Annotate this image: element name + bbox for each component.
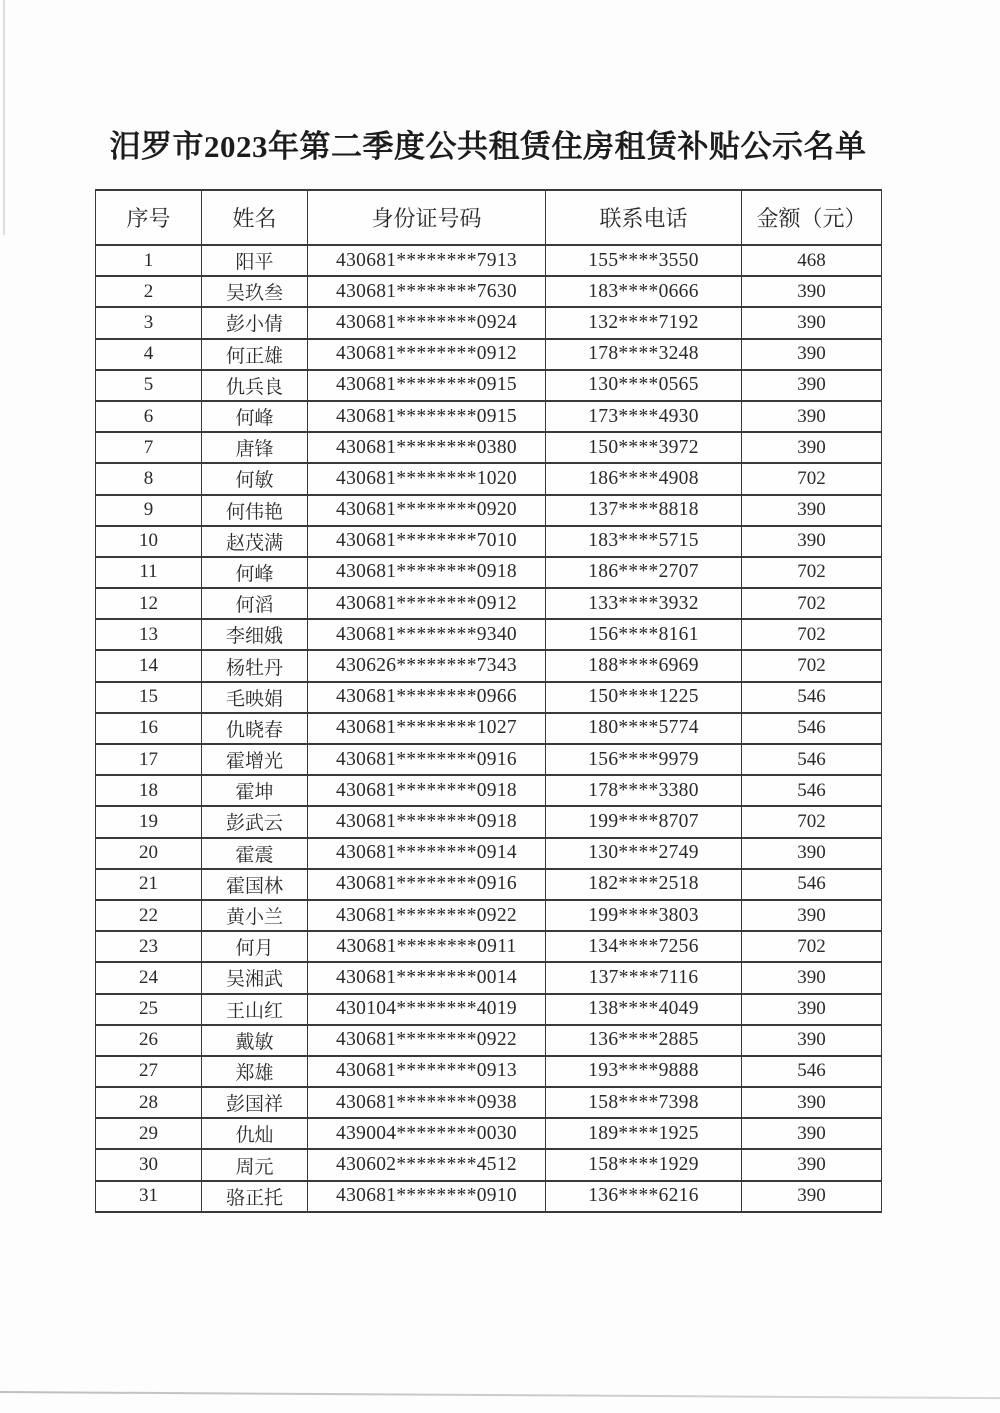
cell-index: 2 [96,276,202,307]
cell-index: 24 [96,962,202,993]
table-row [96,526,882,557]
cell-name: 何滔 [202,588,308,619]
cell-amount: 390 [742,307,882,338]
cell-name: 毛映娟 [202,682,308,713]
cell-phone: 193****9888 [546,1056,742,1087]
cell-phone: 199****3803 [546,900,742,931]
cell-phone: 180****5774 [546,713,742,744]
cell-index: 4 [96,339,202,370]
cell-name: 赵茂满 [202,526,308,557]
cell-name: 何敏 [202,463,308,494]
cell-name: 霍国林 [202,869,308,900]
cell-id-number: 430602********4512 [308,1149,546,1180]
header-name: 姓名 [202,190,308,245]
cell-amount: 546 [742,744,882,775]
cell-phone: 150****3972 [546,432,742,463]
cell-id-number: 430681********0918 [308,806,546,837]
table-row [96,1181,882,1212]
cell-phone: 156****9979 [546,744,742,775]
cell-id-number: 430681********0911 [308,931,546,962]
cell-index: 16 [96,713,202,744]
cell-amount: 702 [742,650,882,681]
cell-index: 8 [96,463,202,494]
cell-name: 郑雄 [202,1056,308,1087]
cell-phone: 183****0666 [546,276,742,307]
table-row [96,1056,882,1087]
cell-index: 20 [96,838,202,869]
cell-index: 11 [96,557,202,588]
table-row [96,432,882,463]
cell-phone: 133****3932 [546,588,742,619]
cell-id-number: 430681********1027 [308,713,546,744]
cell-id-number: 430681********0914 [308,838,546,869]
cell-id-number: 430681********0916 [308,744,546,775]
cell-id-number: 430681********0915 [308,370,546,401]
table-row [96,962,882,993]
cell-id-number: 439004********0030 [308,1118,546,1149]
cell-index: 1 [96,245,202,276]
cell-phone: 183****5715 [546,526,742,557]
table-row [96,245,882,276]
cell-phone: 138****4049 [546,994,742,1025]
cell-phone: 130****0565 [546,370,742,401]
cell-index: 14 [96,650,202,681]
header-amount: 金额（元） [742,190,882,245]
table-row [96,557,882,588]
table-row [96,931,882,962]
cell-phone: 158****7398 [546,1087,742,1118]
table-header-row [96,190,882,245]
cell-amount: 390 [742,401,882,432]
cell-index: 21 [96,869,202,900]
cell-index: 19 [96,806,202,837]
cell-name: 黄小兰 [202,900,308,931]
cell-name: 霍增光 [202,744,308,775]
table-row [96,713,882,744]
cell-name: 何月 [202,931,308,962]
table-row [96,650,882,681]
cell-amount: 546 [742,713,882,744]
cell-id-number: 430681********0913 [308,1056,546,1087]
cell-index: 12 [96,588,202,619]
header-phone: 联系电话 [546,190,742,245]
cell-amount: 390 [742,495,882,526]
cell-id-number: 430104********4019 [308,994,546,1025]
cell-amount: 390 [742,838,882,869]
cell-index: 5 [96,370,202,401]
cell-amount: 390 [742,1087,882,1118]
cell-id-number: 430681********1020 [308,463,546,494]
table-row [96,900,882,931]
cell-phone: 155****3550 [546,245,742,276]
table-row [96,869,882,900]
cell-phone: 134****7256 [546,931,742,962]
cell-index: 29 [96,1118,202,1149]
cell-phone: 178****3380 [546,775,742,806]
cell-id-number: 430681********0918 [308,557,546,588]
cell-name: 王山红 [202,994,308,1025]
cell-id-number: 430681********0966 [308,682,546,713]
cell-index: 18 [96,775,202,806]
cell-amount: 390 [742,900,882,931]
cell-id-number: 430681********0922 [308,1025,546,1056]
cell-amount: 390 [742,370,882,401]
cell-name: 彭武云 [202,806,308,837]
table-row [96,1149,882,1180]
cell-amount: 390 [742,994,882,1025]
cell-amount: 390 [742,339,882,370]
cell-id-number: 430681********0916 [308,869,546,900]
cell-phone: 188****6969 [546,650,742,681]
cell-amount: 702 [742,619,882,650]
table-row [96,401,882,432]
table-row [96,307,882,338]
cell-index: 28 [96,1087,202,1118]
cell-amount: 546 [742,682,882,713]
cell-name: 周元 [202,1149,308,1180]
cell-name: 何峰 [202,557,308,588]
cell-name: 仇兵良 [202,370,308,401]
cell-name: 何正雄 [202,339,308,370]
cell-phone: 158****1929 [546,1149,742,1180]
cell-index: 22 [96,900,202,931]
cell-name: 仇晓春 [202,713,308,744]
cell-id-number: 430681********7630 [308,276,546,307]
cell-name: 霍震 [202,838,308,869]
cell-index: 6 [96,401,202,432]
cell-phone: 156****8161 [546,619,742,650]
header-index: 序号 [96,190,202,245]
cell-phone: 150****1225 [546,682,742,713]
cell-amount: 390 [742,276,882,307]
cell-name: 骆正托 [202,1181,308,1212]
cell-amount: 702 [742,806,882,837]
cell-id-number: 430681********9340 [308,619,546,650]
cell-index: 25 [96,994,202,1025]
cell-phone: 199****8707 [546,806,742,837]
cell-amount: 546 [742,869,882,900]
table-row [96,682,882,713]
cell-name: 仇灿 [202,1118,308,1149]
table-row [96,1087,882,1118]
cell-phone: 189****1925 [546,1118,742,1149]
cell-phone: 136****2885 [546,1025,742,1056]
cell-id-number: 430681********0014 [308,962,546,993]
cell-id-number: 430681********0920 [308,495,546,526]
table-row [96,339,882,370]
cell-amount: 390 [742,1181,882,1212]
cell-amount: 546 [742,1056,882,1087]
table-row [96,1118,882,1149]
cell-phone: 182****2518 [546,869,742,900]
subsidy-roster-table [95,189,882,1213]
cell-name: 吴湘武 [202,962,308,993]
cell-name: 唐锋 [202,432,308,463]
table-row [96,495,882,526]
cell-index: 31 [96,1181,202,1212]
page-title: 汨罗市2023年第二季度公共租赁住房租赁补贴公示名单 [109,128,867,164]
cell-name: 何伟艳 [202,495,308,526]
table-row [96,1025,882,1056]
cell-id-number: 430681********0380 [308,432,546,463]
scan-edge-bottom-artifact [0,1391,1000,1399]
table-row [96,775,882,806]
header-id-number: 身份证号码 [308,190,546,245]
cell-phone: 137****8818 [546,495,742,526]
cell-name: 彭国祥 [202,1087,308,1118]
cell-phone: 186****2707 [546,557,742,588]
scan-edge-left-artifact [3,0,5,235]
cell-index: 17 [96,744,202,775]
cell-amount: 702 [742,588,882,619]
table-row [96,619,882,650]
cell-id-number: 430681********0912 [308,588,546,619]
cell-id-number: 430681********0938 [308,1087,546,1118]
cell-amount: 390 [742,1025,882,1056]
cell-id-number: 430681********0912 [308,339,546,370]
cell-index: 7 [96,432,202,463]
table-row [96,806,882,837]
table-row [96,463,882,494]
cell-amount: 390 [742,1118,882,1149]
table-row [96,838,882,869]
cell-id-number: 430681********7913 [308,245,546,276]
cell-phone: 132****7192 [546,307,742,338]
table-row [96,744,882,775]
cell-name: 吴玖叁 [202,276,308,307]
cell-name: 戴敏 [202,1025,308,1056]
cell-phone: 136****6216 [546,1181,742,1212]
cell-index: 3 [96,307,202,338]
cell-index: 26 [96,1025,202,1056]
cell-phone: 173****4930 [546,401,742,432]
cell-id-number: 430681********0918 [308,775,546,806]
cell-id-number: 430681********0922 [308,900,546,931]
cell-name: 彭小倩 [202,307,308,338]
table-row [96,588,882,619]
cell-id-number: 430626********7343 [308,650,546,681]
cell-name: 何峰 [202,401,308,432]
cell-index: 27 [96,1056,202,1087]
cell-id-number: 430681********0915 [308,401,546,432]
cell-amount: 702 [742,931,882,962]
cell-amount: 390 [742,432,882,463]
cell-amount: 702 [742,557,882,588]
table-row [96,276,882,307]
cell-index: 13 [96,619,202,650]
table-row [96,994,882,1025]
cell-id-number: 430681********0910 [308,1181,546,1212]
cell-index: 10 [96,526,202,557]
cell-index: 15 [96,682,202,713]
cell-index: 23 [96,931,202,962]
cell-phone: 186****4908 [546,463,742,494]
cell-name: 阳平 [202,245,308,276]
cell-amount: 390 [742,962,882,993]
cell-phone: 130****2749 [546,838,742,869]
cell-amount: 390 [742,1149,882,1180]
cell-amount: 390 [742,526,882,557]
cell-phone: 178****3248 [546,339,742,370]
cell-id-number: 430681********7010 [308,526,546,557]
table-body [96,245,882,1212]
cell-name: 李细娥 [202,619,308,650]
cell-amount: 702 [742,463,882,494]
cell-amount: 546 [742,775,882,806]
cell-name: 杨牡丹 [202,650,308,681]
table-row [96,370,882,401]
cell-phone: 137****7116 [546,962,742,993]
cell-index: 9 [96,495,202,526]
table-header [96,190,882,245]
cell-name: 霍坤 [202,775,308,806]
cell-amount: 468 [742,245,882,276]
cell-id-number: 430681********0924 [308,307,546,338]
cell-index: 30 [96,1149,202,1180]
